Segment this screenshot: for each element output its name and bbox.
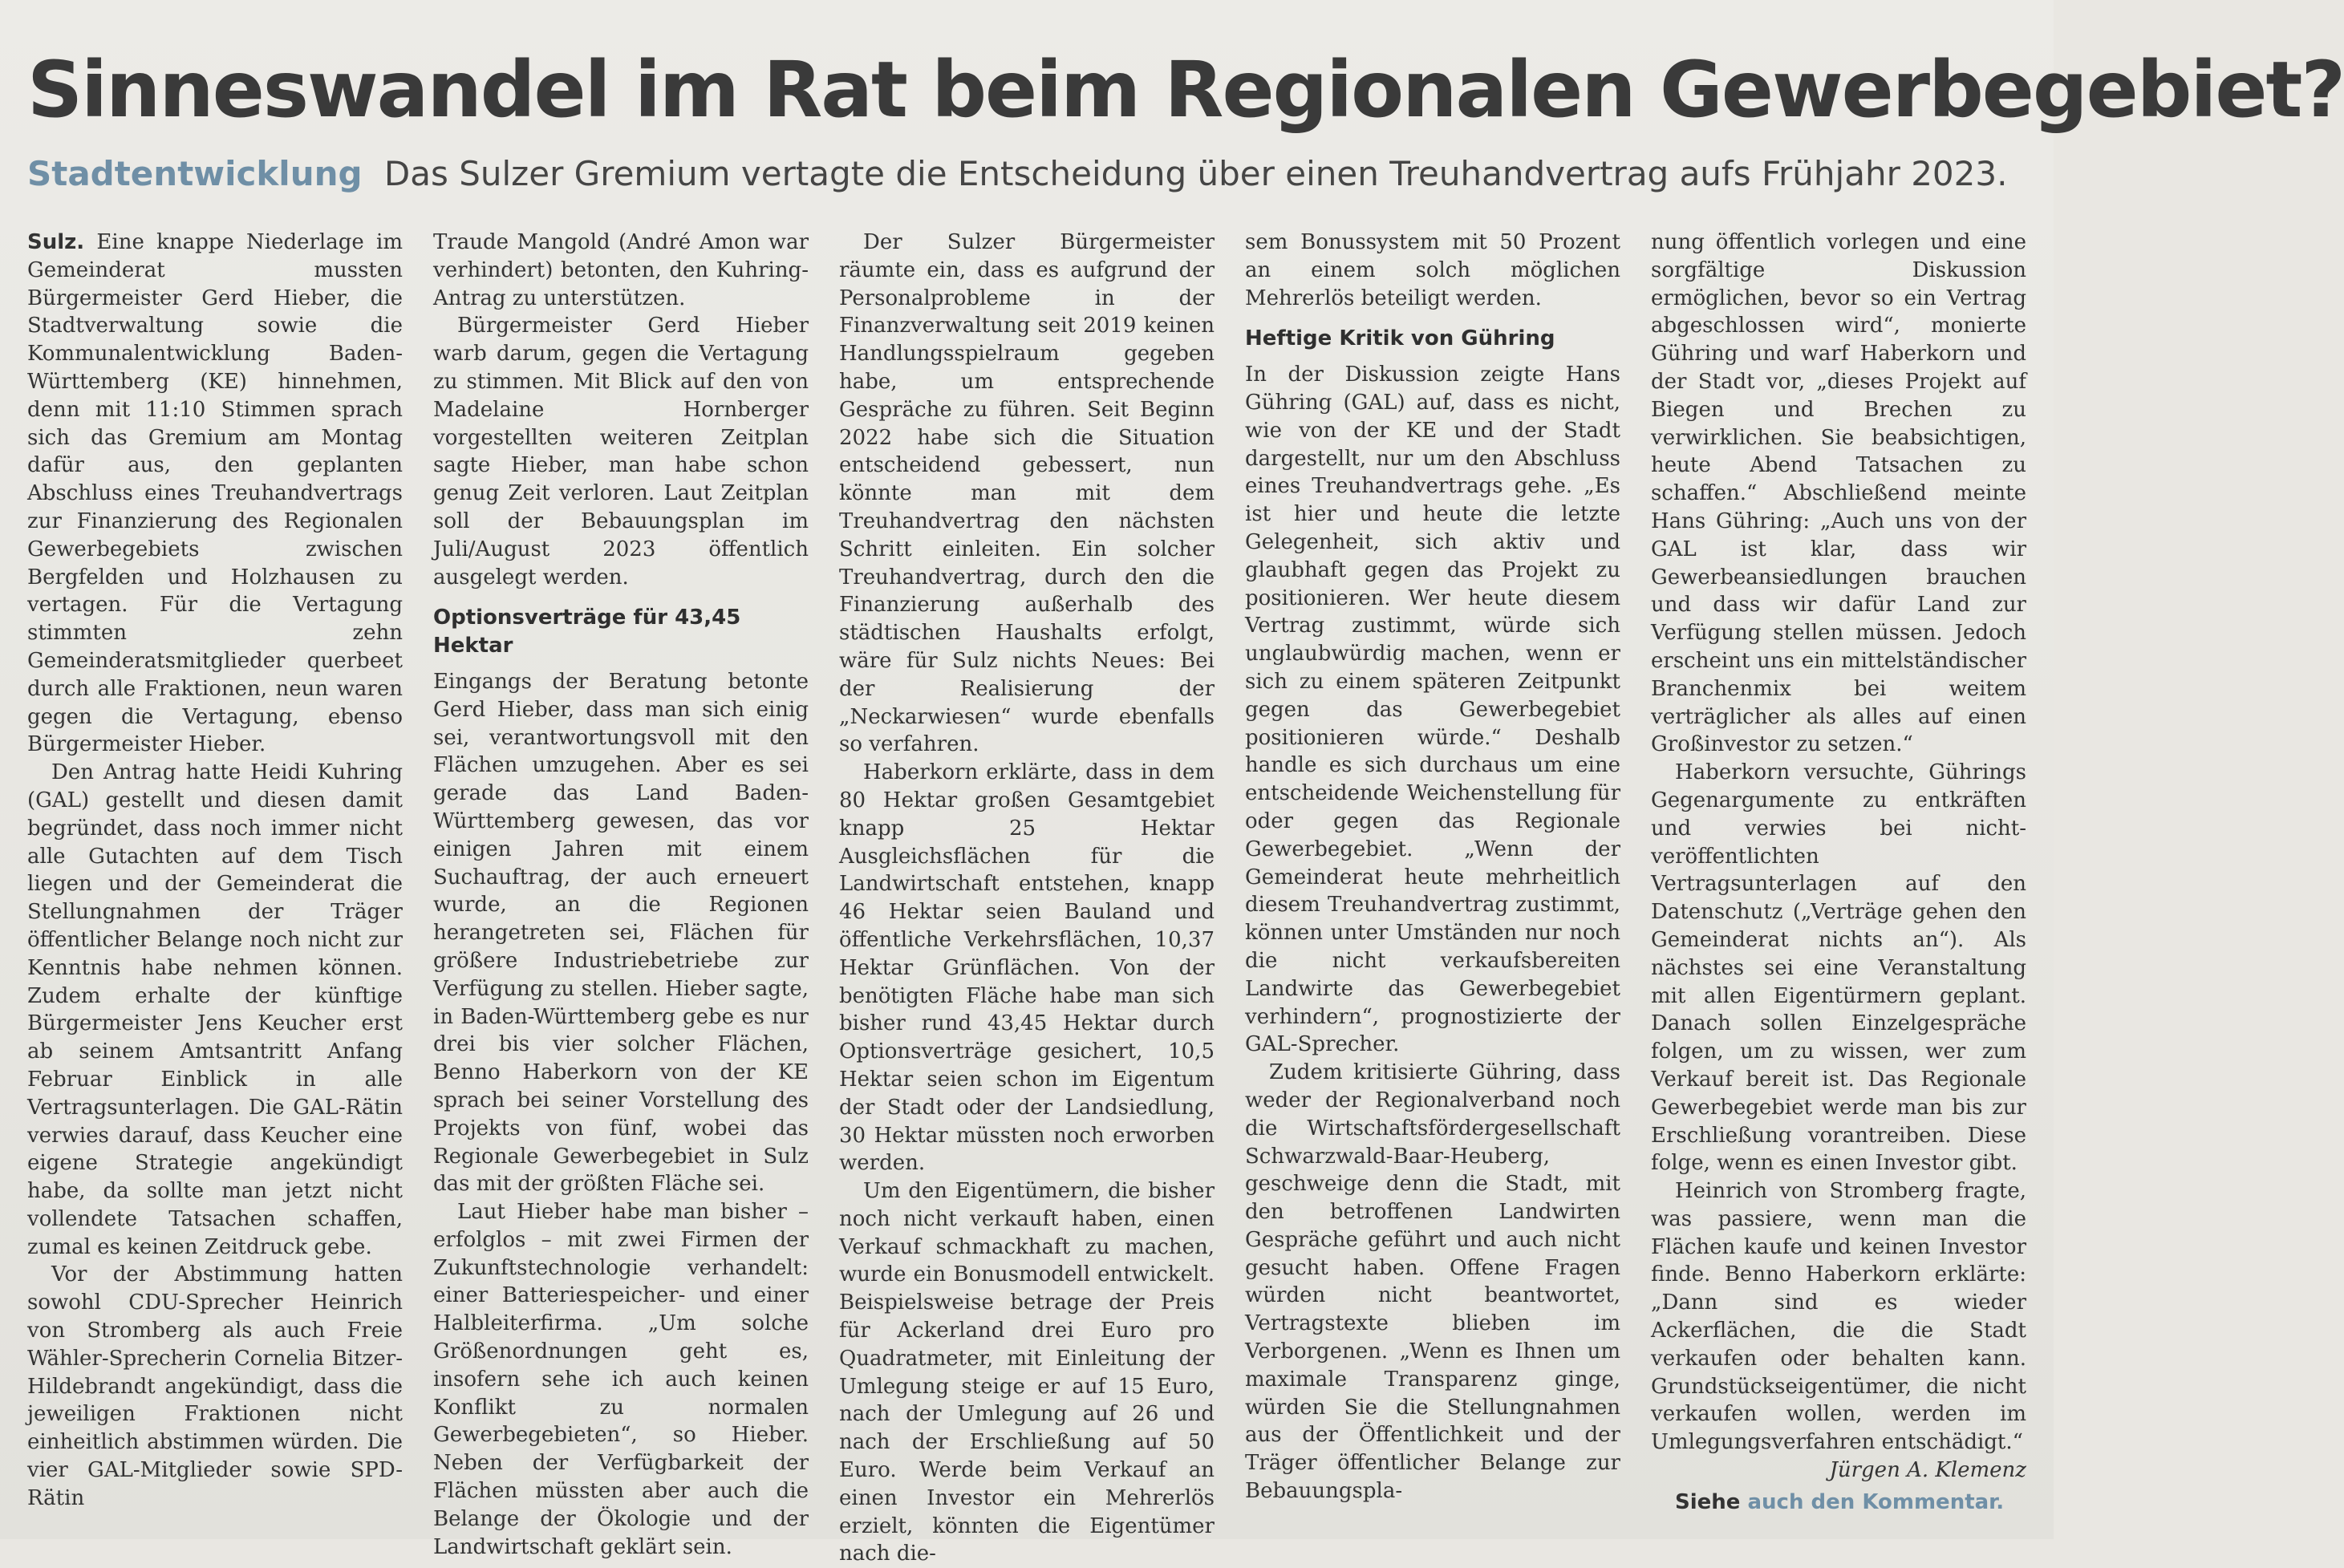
paragraph: nung öffentlich vorlegen und eine sorgfältige Diskussion ermöglichen, bevor so ein Vertrag abgeschlossen wird“, monierte Gühring und warf Haberkorn und der Stadt vor, „dieses Projekt auf Biegen und Brechen zu verwirklichen. Sie beabsichtigen, heute Abend Tatsachen zu schaffen.“ Abschließend meinte Hans Gühring: „Auch uns von der GAL ist klar, dass wir Gewerbeansiedlungen brauchen und dass wir dafür Land zur Verfügung stellen müssen. Jedoch erscheint uns ein mittelständischer Branchenmix bei weitem verträglicher als alles auf einen Großinvestor zu setzen.“	[1651, 230, 2026, 757]
dateline: Sulz.	[27, 230, 85, 254]
column-1	[27, 229, 403, 1568]
author: Jürgen A. Klemenz	[1829, 1458, 2026, 1483]
rubric: Stadtentwicklung	[27, 153, 363, 193]
paragraph: Traude Mangold (André Amon war verhindert) betonten, den Kuhring-Antrag zu unterstützen.	[433, 230, 809, 310]
see-also-link[interactable]: auch den Kommentar.	[1747, 1490, 2005, 1515]
column-2	[433, 229, 809, 1568]
paragraph	[1651, 1177, 2026, 1483]
paragraph: Zudem kritisierte Gühring, dass weder der Regionalverband noch die Wirtschaftsfördergesellschaft Schwarzwald-Baar-Heuberg, geschweige denn die Stadt, mit den betroffenen Landwirten Gespräche geführt und auch nicht gesucht haben. Offene Fragen würden nicht beantwortet, Vertragstexte blieben im Verborgenen. „Wenn es Ihnen um maximale Transparenz ginge, würden Sie die Stellungnahmen aus der Öffentlichkeit und der Träger öffentlicher Belange zur Bebauungspla-	[1245, 1060, 1620, 1504]
paragraph	[27, 229, 403, 759]
paragraph: Laut Hieber habe man bisher – erfolglos – mit zwei Firmen der Zukunftstechnologie verhandelt: einer Batteriespeicher- und einer Halbleiterfirma. „Um solche Größenordnungen geht es, insofern sehe ich auch keinen Konflikt zu normalen Gewerbegebieten“, so Hieber. Neben der Verfügbarkeit der Flächen müssten aber auch die Belange der Ökologie und der Landwirtschaft geklärt sein.	[433, 1200, 809, 1559]
paragraph: Vor der Abstimmung hatten sowohl CDU-Sprecher Heinrich von Stromberg als auch Freie Wähler-Sprecherin Cornelia Bitzer-Hildebrandt angekündigt, dass die jeweiligen Fraktionen nicht einheitlich abstimmen würden. Die vier GAL-Mitglieder sowie SPD-Rätin	[27, 1262, 403, 1510]
paragraph-text: Heinrich von Stromberg fragte, was passiere, wenn man die Flächen kaufe und keinen Investor finde. Benno Haberkorn erklärte: „Dann sind es wieder Ackerflächen, die die Stadt verkaufen oder behalten kann. Grundstückseigentümer, die nicht verkaufen wollen, werden im Umlegungsverfahren entschädigt.“	[1651, 1179, 2026, 1455]
subline-text: Das Sulzer Gremium vertagte die Entscheidung über einen Treuhandvertrag aufs Frühjahr 2023.	[383, 153, 2008, 193]
column-4	[1245, 229, 1620, 1568]
subline	[27, 154, 2028, 193]
see-also	[1651, 1489, 2026, 1517]
paragraph: Haberkorn versuchte, Gührings Gegenargumente zu entkräften und verwies bei nicht-veröffentlichten Vertragsunterlagen auf den Datenschutz („Verträge gehen den Gemeinderat nichts an“). Als nächstes sei eine Veranstaltung mit allen Eigentürmern geplant. Danach sollen Einzelgespräche folgen, um zu wissen, wer zum Verkauf bereit ist. Das Regionale Gewerbegebiet werde man bis zur Erschließung vorantreiben. Diese folge, wenn es einen Investor gibt.	[1651, 760, 2026, 1176]
paragraph: Den Antrag hatte Heidi Kuhring (GAL) gestellt und diesen damit begründet, dass noch immer nicht alle Gutachten auf dem Tisch liegen und der Gemeinderat die Stellungnahmen der Träger öffentlicher Belange noch nicht zur Kenntnis habe nehmen können. Zudem erhalte der künftige Bürgermeister Jens Keucher erst ab seinem Amtsantritt Anfang Februar Einblick in alle Vertragsunterlagen. Die GAL-Rätin verwies darauf, dass Keucher eine eigene Strategie angekündigt habe, da sollte man jetzt nicht vollendete Tatsachen schaffen, zumal es keinen Zeitdruck gebe.	[27, 760, 403, 1259]
paragraph-text: Eine knappe Niederlage im Gemeinderat mussten Bürgermeister Gerd Hieber, die Stadtverwaltung sowie die Kommunalentwicklung Baden-Württemberg (KE) hinnehmen, denn mit 11:10 Stimmen sprach sich das Gremium am Montag dafür aus, den geplanten Abschluss eines Treuhandvertrags zur Finanzierung des Regionalen Gewerbegebiets zwischen Bergfelden und Holzhausen zu vertagen. Für die Vertagung stimmten zehn Gemeinderatsmitglieder querbeet durch alle Fraktionen, neun waren gegen die Vertagung, ebenso Bürgermeister Hieber.	[27, 230, 403, 757]
column-3	[839, 229, 1215, 1568]
subheading: Optionsverträge für 43,45 Hektar	[433, 606, 741, 658]
paragraph: Eingangs der Beratung betonte Gerd Hieber, dass man sich einig sei, verantwortungsvoll mit den Flächen umzugehen. Aber es sei gerade das Land Baden-Württemberg gewesen, das vor einigen Jahren mit einem Suchauftrag, der auch erneuert wurde, an die Regionen herangetreten sei, Flächen für größere Industriebetriebe zur Verfügung zu stellen. Hieber sagte, in Baden-Württemberg gebe es nur drei bis vier solcher Flächen, Benno Haberkorn von der KE sprach bei seiner Vorstellung des Projekts von fünf, wobei das Regionale Gewerbegebiet in Sulz das mit der größten Fläche sei.	[433, 669, 809, 1197]
paragraph: In der Diskussion zeigte Hans Gühring (GAL) auf, dass es nicht, wie von der KE und der Stadt dargestellt, nur um den Abschluss eines Treuhandvertrags gehe. „Es ist hier und heute die letzte Gelegenheit, sich aktiv und glaubhaft gegen das Projekt zu positionieren. Wer heute diesem Vertrag zustimmt, würde sich unglaubwürdig machen, wenn er sich zu einem späteren Zeitpunkt gegen das Gewerbegebiet positionieren würde.“ Deshalb handle es sich durchaus um eine entscheidende Weichenstellung für oder gegen das Regionale Gewerbegebiet. „Wenn der Gemeinderat heute mehrheitlich diesem Treuhandvertrag zustimmt, können unter Umständen nur noch die nicht verkaufsbereiten Landwirte das Gewerbegebiet verhindern“, prognostizierte der GAL-Sprecher.	[1245, 363, 1620, 1057]
paragraph: Haberkorn erklärte, dass in dem 80 Hektar großen Gesamtgebiet knapp 25 Hektar Ausgleichsflächen für die Landwirtschaft entstehen, knapp 46 Hektar seien Bauland und öffentliche Verkehrsflächen, 10,37 Hektar Grünflächen. Von der benötigten Fläche habe man sich bisher rund 43,45 Hektar durch Optionsverträge gesichert, 10,5 Hektar seien schon im Eigentum der Stadt oder der Landsiedlung, 30 Hektar müssten noch erworben werden.	[839, 760, 1215, 1176]
subheading: Heftige Kritik von Gühring	[1245, 326, 1555, 351]
paragraph: Bürgermeister Gerd Hieber warb darum, gegen die Vertagung zu stimmen. Mit Blick auf den von Madelaine Hornberger vorgestellten weiteren Zeitplan sagte Hieber, man habe schon genug Zeit verloren. Laut Zeitplan soll der Bebauungsplan im Juli/August 2023 öffentlich ausgelegt werden.	[433, 314, 809, 590]
headline: Sinneswandel im Rat beim Regionalen Gewerbegebiet?	[27, 45, 2344, 135]
paragraph: Um den Eigentümern, die bisher noch nicht verkauft haben, einen Verkauf schmackhaft zu machen, wurde ein Bonusmodell entwickelt. Beispielsweise betrage der Preis für Ackerland drei Euro pro Quadratmeter, mit Einleitung der Umlegung steige er auf 15 Euro, nach der Umlegung auf 26 und nach der Erschließung auf 50 Euro. Werde beim Verkauf an einen Investor ein Mehrerlös erzielt, könnten die Eigentümer nach die-	[839, 1179, 1215, 1566]
see-also-prefix: Siehe	[1675, 1490, 1741, 1515]
paragraph: Der Sulzer Bürgermeister räumte ein, dass es aufgrund der Personalprobleme in der Finanzverwaltung seit 2019 keinen Handlungsspielraum gegeben habe, um entsprechende Gespräche zu führen. Seit Beginn 2022 habe sich die Situation entscheidend gebessert, nun könnte man mit dem Treuhandvertrag den nächsten Schritt einleiten. Ein solcher Treuhandvertrag, durch den die Finanzierung außerhalb des städtischen Haushalts erfolgt, wäre für Sulz nichts Neues: Bei der Realisierung der „Neckarwiesen“ wurde ebenfalls so verfahren.	[839, 230, 1215, 757]
column-5	[1651, 229, 2026, 1568]
article-body	[27, 229, 2026, 1568]
paragraph: sem Bonussystem mit 50 Prozent an einem solch möglichen Mehrerlös beteiligt werden.	[1245, 230, 1620, 310]
